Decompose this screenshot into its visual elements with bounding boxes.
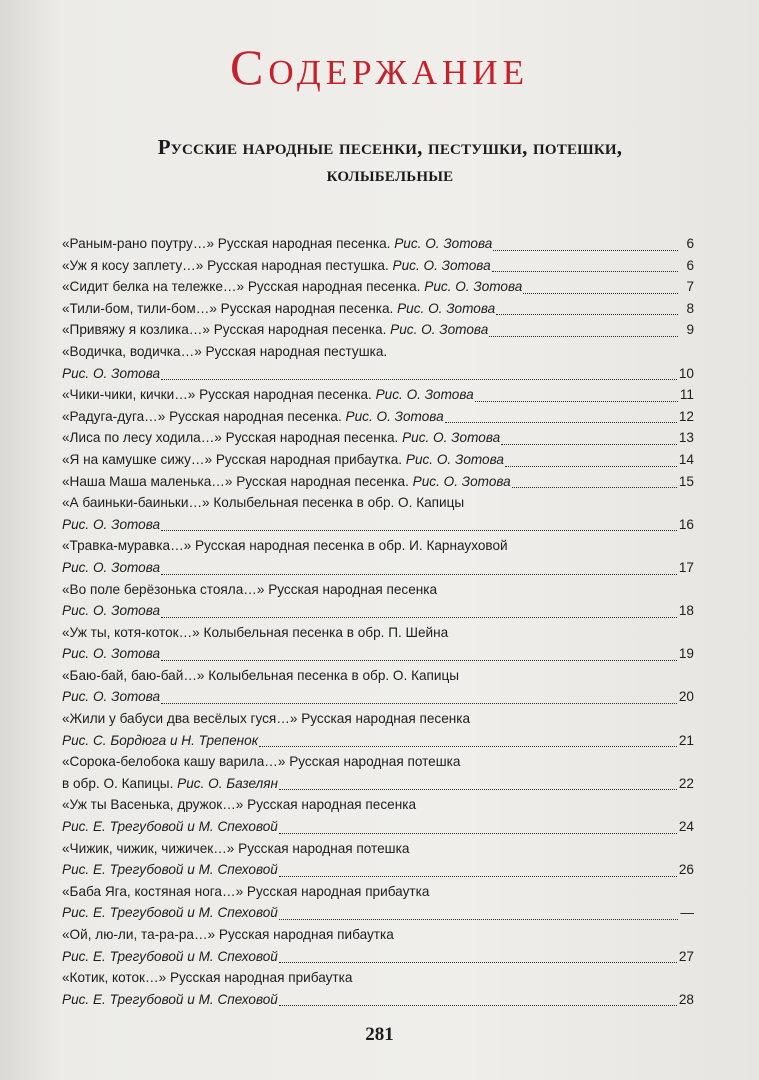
- toc-entry-desc: Русская народная пестушка.: [205, 343, 388, 359]
- toc-entry-title: «Котик, коток…»: [62, 970, 167, 986]
- page-title: Содержание: [230, 39, 529, 95]
- toc-entry-illustrator: Рис. О. Зотова: [412, 473, 511, 489]
- toc-entry-page: 8: [686, 300, 694, 316]
- toc-entry-title: «Лиса по лесу ходила…»: [62, 430, 222, 446]
- toc-entry: [62, 384, 694, 406]
- toc-entry: [62, 535, 694, 578]
- toc-entry-title: «Водичка, водичка…»: [62, 343, 202, 359]
- toc-entry-desc: Колыбельная песенка в обр. О. Капицы: [213, 495, 465, 511]
- toc-entry-page: 9: [686, 322, 694, 338]
- toc-entry-adaptation: в обр. О. Капицы.: [62, 775, 174, 791]
- toc-entry: [62, 492, 694, 535]
- toc-entry-illustrator: Рис. О. Зотова: [405, 451, 504, 467]
- toc-entry-title: «Баба Яга, костяная нога…»: [62, 883, 244, 899]
- toc-entry-desc: Русская народная песенка.: [220, 300, 394, 316]
- toc-entry-page: 17: [678, 559, 694, 575]
- toc-entry-illustrator: Рис. Е. Трегубовой и М. Спеховой: [62, 905, 278, 921]
- toc-entry: [62, 708, 694, 751]
- toc-entry-page: 13: [678, 430, 694, 446]
- toc-entry-desc: Русская народная потешка: [289, 754, 461, 770]
- section-title: Русские народные песенки, пестушки, потешки, колыбельные: [157, 135, 623, 186]
- toc-entry-illustrator: Рис. О. Базелян: [177, 775, 279, 791]
- toc-entry: [62, 427, 694, 449]
- leader-dots: [475, 401, 678, 402]
- toc-entry-desc: Русская народная прибаутка: [169, 970, 353, 986]
- toc-entry: [62, 449, 694, 471]
- toc-entry-page: —: [680, 905, 694, 921]
- toc-entry-page: 12: [678, 408, 694, 424]
- toc-entry-desc: Русская народная песенка.: [213, 322, 387, 338]
- leader-dots: [279, 919, 678, 920]
- toc-entry-title: «Сорока-белобока кашу варила…»: [62, 754, 286, 770]
- toc-entry-illustrator: Рис. Е. Трегубовой и М. Спеховой: [62, 991, 278, 1007]
- toc-entry-illustrator: Рис. Е. Трегубовой и М. Спеховой: [62, 862, 278, 878]
- toc-entry-page: 16: [678, 516, 694, 532]
- toc-entry: [62, 838, 694, 881]
- toc-entry-title: «Жили у бабуси два весёлых гуся…»: [62, 711, 298, 727]
- toc-entry-title: «Радуга-дуга…»: [62, 408, 166, 424]
- toc-entry-desc: Русская народная песенка: [247, 797, 417, 813]
- toc-entry: [62, 622, 694, 665]
- toc-entry: [62, 276, 694, 298]
- toc-entry-desc: Русская народная песенка.: [217, 236, 391, 251]
- toc-entry-illustrator: Рис. О. Зотова: [62, 365, 161, 381]
- toc-entry-desc: Русская народная прибаутка.: [215, 451, 403, 467]
- leader-dots: [259, 746, 677, 747]
- toc-entry-title: «Во поле берёзонька стояла…»: [62, 581, 265, 597]
- toc-entry-illustrator: Рис. О. Зотова: [424, 279, 523, 295]
- toc-entry-desc: Русская народная песенка в обр. И. Карнауховой: [195, 538, 508, 554]
- leader-dots: [496, 314, 678, 315]
- toc-entry-title: «Тили-бом, тили-бом…»: [62, 300, 217, 316]
- toc-entry: [62, 298, 694, 320]
- toc-entry-illustrator: Рис. Е. Трегубовой и М. Спеховой: [62, 819, 278, 835]
- toc-entry: [62, 341, 694, 384]
- toc-entry-title: «Наша Маша маленька…»: [62, 473, 233, 489]
- toc-entry-page: 22: [678, 775, 694, 791]
- toc-entry-desc: Русская народная прибаутка: [246, 883, 430, 899]
- toc-entry-title: «Травка-муравка…»: [62, 538, 192, 554]
- toc-entry: [62, 579, 694, 622]
- toc-entry-illustrator: Рис. О. Зотова: [345, 408, 444, 424]
- toc-entry-desc: Русская народная пестушка.: [207, 257, 389, 273]
- leader-dots: [279, 962, 677, 963]
- toc-entry-page: 6: [686, 257, 694, 273]
- toc-entry-desc: Русская народная песенка.: [236, 473, 409, 489]
- leader-dots: [493, 250, 678, 251]
- toc-entry-illustrator: Рис. О. Зотова: [62, 516, 161, 532]
- toc-entry-title: «Уж ты, котя-коток…»: [62, 624, 200, 640]
- toc-entry-page: 10: [678, 365, 694, 381]
- toc-entry: [62, 471, 694, 493]
- toc-entry-page: 11: [679, 387, 694, 403]
- toc-entry-title: «Ой, лю-ли, та-ра-ра…»: [62, 927, 216, 942]
- toc-entry: [62, 967, 694, 1010]
- toc-entry-page: 19: [678, 646, 694, 662]
- leader-dots: [161, 379, 677, 380]
- toc-entry-page: 24: [678, 819, 694, 835]
- leader-dots: [445, 422, 677, 423]
- leader-dots: [279, 876, 677, 877]
- toc-entry-desc: Русская народная песенка.: [247, 279, 421, 295]
- toc-entry-illustrator: Рис. О. Зотова: [402, 430, 501, 446]
- toc-entry-illustrator: Рис. О. Зотова: [62, 559, 161, 575]
- leader-dots: [501, 444, 677, 445]
- leader-dots: [279, 789, 677, 790]
- toc-entry-desc: Русская народная песенка: [301, 711, 471, 727]
- toc-entry-title: «Чижик, чижик, чижичек…»: [62, 840, 235, 856]
- toc-entry-title: «Раным-рано поутру…»: [62, 236, 215, 251]
- toc-entry-desc: Русская народная песенка: [268, 581, 438, 597]
- leader-dots: [492, 271, 678, 272]
- toc-entry-desc: Колыбельная песенка в обр. О. Капицы: [208, 667, 460, 683]
- toc-entry-title: «Чики-чики, кички…»: [62, 387, 196, 403]
- leader-dots: [161, 530, 677, 531]
- toc-entry: [62, 665, 694, 708]
- page-number: 281: [365, 1024, 394, 1045]
- toc-entry-page: 20: [678, 689, 694, 705]
- toc-entry-desc: Русская народная песенка.: [169, 408, 342, 424]
- toc-entry: [62, 924, 694, 967]
- toc-entry: [62, 319, 694, 341]
- toc-entry-page: 6: [686, 236, 694, 251]
- toc-entry-desc: Русская народная потешка: [238, 840, 410, 856]
- toc-entry-title: «Сидит белка на тележке…»: [62, 279, 245, 295]
- leader-dots: [161, 617, 677, 618]
- toc-entry: [62, 255, 694, 277]
- leader-dots: [489, 336, 678, 337]
- toc-entry-illustrator: Рис. О. Зотова: [62, 603, 161, 619]
- leader-dots: [523, 293, 678, 294]
- toc-entry-title: «А баиньки-баиньки…»: [62, 495, 210, 511]
- toc-entry-illustrator: Рис. О. Зотова: [390, 322, 489, 338]
- toc-entry-illustrator: Рис. Е. Трегубовой и М. Спеховой: [62, 948, 278, 964]
- toc-entry: [62, 881, 694, 924]
- toc-entry-page: 7: [686, 279, 694, 295]
- toc-entry-illustrator: Рис. С. Бордюга и Н. Трепенок: [62, 732, 259, 748]
- toc-entry-desc: Русская народная пибаутка: [218, 927, 394, 942]
- toc-entry-page: 27: [678, 948, 694, 964]
- toc-entry: [62, 233, 694, 255]
- toc-entry-page: 26: [678, 862, 694, 878]
- toc-entry-title: «Баю-бай, баю-бай…»: [62, 667, 205, 683]
- toc-entry: [62, 794, 694, 837]
- leader-dots: [512, 487, 677, 488]
- toc-entry-illustrator: Рис. О. Зотова: [397, 300, 496, 316]
- toc-entry-illustrator: Рис. О. Зотова: [62, 689, 161, 705]
- toc-entry-page: 28: [678, 991, 694, 1007]
- leader-dots: [279, 1005, 677, 1006]
- leader-dots: [505, 466, 677, 467]
- leader-dots: [161, 703, 677, 704]
- leader-dots: [161, 660, 677, 661]
- table-of-contents: [62, 233, 694, 1010]
- toc-entry-illustrator: Рис. О. Зотова: [394, 236, 493, 251]
- leader-dots: [161, 574, 677, 575]
- toc-entry-illustrator: Рис. О. Зотова: [392, 257, 491, 273]
- toc-entry: [62, 751, 694, 794]
- toc-entry-page: 18: [678, 603, 694, 619]
- toc-entry-desc: Русская народная песенка.: [199, 387, 372, 403]
- toc-entry-desc: Русская народная песенка.: [225, 430, 399, 446]
- toc-entry-illustrator: Рис. О. Зотова: [375, 387, 474, 403]
- toc-entry-page: 14: [678, 451, 694, 467]
- toc-entry-title: «Я на камушке сижу…»: [62, 451, 213, 467]
- toc-entry-title: «Привяжу я козлика…»: [62, 322, 210, 338]
- toc-entry: [62, 406, 694, 428]
- toc-entry-title: «Уж я косу заплету…»: [62, 257, 204, 273]
- toc-entry-desc: Колыбельная песенка в обр. П. Шейна: [203, 624, 449, 640]
- toc-entry-title: «Уж ты Васенька, дружок…»: [62, 797, 244, 813]
- toc-entry-page: 15: [678, 473, 694, 489]
- leader-dots: [279, 833, 677, 834]
- toc-entry-page: 21: [678, 732, 694, 748]
- toc-entry-illustrator: Рис. О. Зотова: [62, 646, 161, 662]
